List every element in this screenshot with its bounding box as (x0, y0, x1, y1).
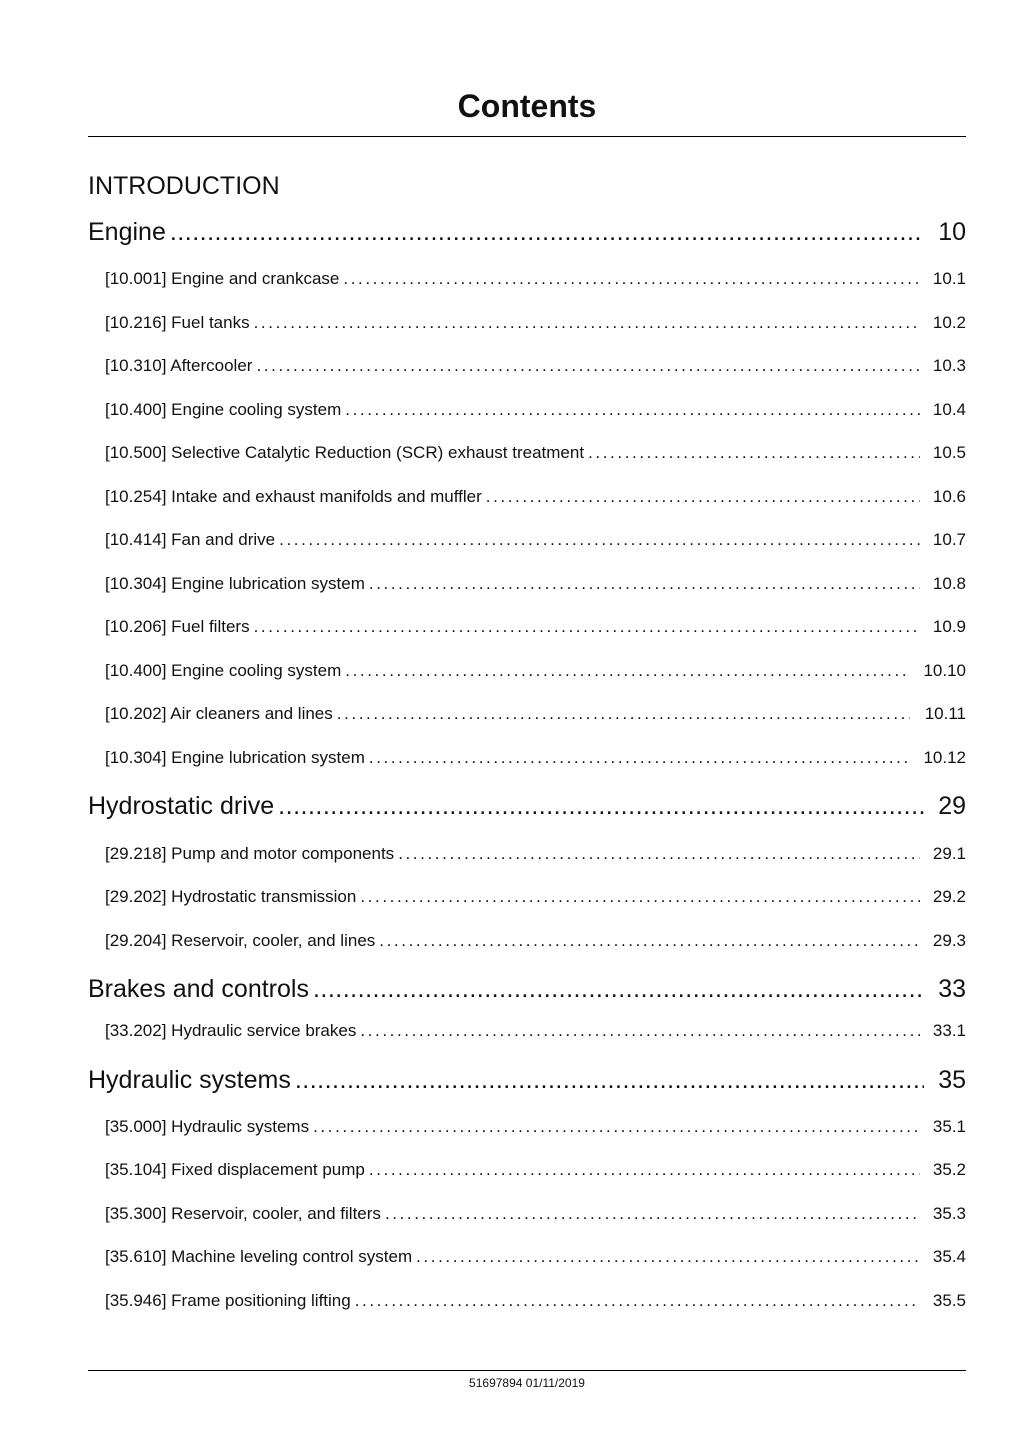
toc-entry[interactable] (88, 660, 966, 682)
toc-entry-label: [35.300] Reservoir, cooler, and filters (105, 1204, 381, 1223)
dot-leader (416, 1246, 920, 1268)
toc-entry[interactable] (88, 268, 966, 290)
toc-chapter-hydraulic-systems[interactable] (88, 1064, 966, 1096)
toc-page-number: 10.12 (923, 748, 966, 767)
toc-entry[interactable] (88, 1159, 966, 1181)
dot-leader (254, 616, 920, 638)
toc-entry[interactable] (88, 703, 966, 725)
dot-leader (355, 1290, 920, 1312)
dot-leader (369, 573, 920, 595)
toc-entry-label: [29.202] Hydrostatic transmission (105, 887, 357, 906)
toc-entry-label: [10.500] Selective Catalytic Reduction (SCR) exhaust treatment (105, 443, 585, 462)
toc-entry-label: [10.304] Engine lubrication system (105, 574, 365, 593)
toc-page-number: 35.1 (932, 1117, 966, 1136)
toc-page-number: 10.7 (932, 530, 966, 549)
toc-page-number: 29.3 (932, 931, 966, 950)
toc-entry-label: [10.001] Engine and crankcase (105, 269, 340, 288)
toc-entry[interactable] (88, 486, 966, 508)
dot-leader (256, 355, 920, 377)
dot-leader (588, 442, 920, 464)
toc-entry[interactable] (88, 886, 966, 908)
toc-entry-label: [35.610] Machine leveling control system (105, 1247, 413, 1266)
toc-page-number: 10.10 (923, 661, 966, 680)
toc-chapter-label: Engine (88, 218, 166, 246)
introduction-heading[interactable]: INTRODUCTION (88, 172, 280, 200)
page-title: Contents (457, 88, 597, 124)
footer-document-id: 51697894 01/11/2019 (469, 1376, 585, 1390)
toc-entry[interactable] (88, 1246, 966, 1268)
dot-leader (398, 843, 920, 865)
toc-page-number: 29.2 (932, 887, 966, 906)
toc-entry[interactable] (88, 355, 966, 377)
dot-leader (369, 1159, 920, 1181)
dot-leader (313, 1116, 920, 1138)
toc-page-number: 10.9 (932, 617, 966, 636)
dot-leader (385, 1203, 920, 1225)
toc-page-number: 29.1 (932, 844, 966, 863)
dot-leader (279, 529, 920, 551)
toc-chapter-hydrostatic-drive[interactable] (88, 790, 966, 822)
toc-page-number: 10.3 (932, 356, 966, 375)
toc-page-number: 33 (938, 975, 966, 1003)
dot-leader (486, 486, 920, 508)
toc-entry-label: [10.206] Fuel filters (105, 617, 250, 636)
toc-page-number: 33.1 (932, 1021, 966, 1040)
dot-leader (278, 790, 924, 822)
toc-entry-label: [35.000] Hydraulic systems (105, 1117, 310, 1136)
toc-entry[interactable] (88, 930, 966, 952)
title-divider (88, 136, 966, 137)
toc-entry[interactable] (88, 529, 966, 551)
toc-entry-label: [35.946] Frame positioning lifting (105, 1291, 351, 1310)
toc-entry-label: [10.400] Engine cooling system (105, 661, 342, 680)
toc-page-number: 10.4 (932, 400, 966, 419)
dot-leader (170, 216, 924, 248)
toc-entry-label: [29.204] Reservoir, cooler, and lines (105, 931, 376, 950)
toc-chapter-label: Brakes and controls (88, 975, 309, 1003)
dot-leader (369, 747, 910, 769)
toc-page-number: 35.5 (932, 1291, 966, 1310)
toc-entry-label: [35.104] Fixed displacement pump (105, 1160, 365, 1179)
toc-entry[interactable] (88, 1203, 966, 1225)
toc-entry-label: [10.414] Fan and drive (105, 530, 276, 549)
toc-entry[interactable] (88, 1020, 966, 1042)
toc-entry-label: [10.304] Engine lubrication system (105, 748, 365, 767)
toc-page-number: 35.4 (932, 1247, 966, 1266)
toc-entry-label: [10.202] Air cleaners and lines (105, 704, 333, 723)
dot-leader (379, 930, 920, 952)
toc-entry[interactable] (88, 399, 966, 421)
toc-entry-label: [10.216] Fuel tanks (105, 313, 250, 332)
toc-entry[interactable] (88, 1290, 966, 1312)
toc-chapter-label: Hydrostatic drive (88, 792, 275, 820)
toc-entry-label: [10.254] Intake and exhaust manifolds and muffler (105, 487, 482, 506)
dot-leader (345, 399, 920, 421)
dot-leader (337, 703, 910, 725)
toc-entry[interactable] (88, 616, 966, 638)
toc-page-number: 10.2 (932, 313, 966, 332)
dot-leader (360, 1020, 920, 1042)
toc-page-number: 10 (938, 218, 966, 246)
dot-leader (295, 1064, 924, 1096)
toc-page-number: 35.3 (932, 1204, 966, 1223)
toc-entry-label: [10.310] Aftercooler (105, 356, 253, 375)
footer-divider (88, 1370, 966, 1371)
toc-entry[interactable] (88, 442, 966, 464)
toc-page-number: 35.2 (932, 1160, 966, 1179)
toc-chapter-engine[interactable] (88, 216, 966, 248)
dot-leader (313, 973, 924, 1005)
dot-leader (360, 886, 920, 908)
toc-page-number: 10.6 (932, 487, 966, 506)
toc-entry[interactable] (88, 843, 966, 865)
toc-page-number: 10.5 (932, 443, 966, 462)
toc-page-number: 29 (938, 792, 966, 820)
toc-entry[interactable] (88, 747, 966, 769)
toc-entry[interactable] (88, 1116, 966, 1138)
toc-entry[interactable] (88, 312, 966, 334)
toc-chapter-label: Hydraulic systems (88, 1066, 291, 1094)
dot-leader (343, 268, 920, 290)
dot-leader (254, 312, 920, 334)
dot-leader (345, 660, 910, 682)
toc-page-number: 10.8 (932, 574, 966, 593)
toc-chapter-brakes-and-controls[interactable] (88, 973, 966, 1005)
toc-entry-label: [29.218] Pump and motor components (105, 844, 395, 863)
toc-page-number: 10.1 (932, 269, 966, 288)
toc-page-number: 10.11 (924, 704, 966, 723)
toc-entry[interactable] (88, 573, 966, 595)
toc-page-number: 35 (938, 1066, 966, 1094)
toc-entry-label: [10.400] Engine cooling system (105, 400, 342, 419)
toc-entry-label: [33.202] Hydraulic service brakes (105, 1021, 357, 1040)
